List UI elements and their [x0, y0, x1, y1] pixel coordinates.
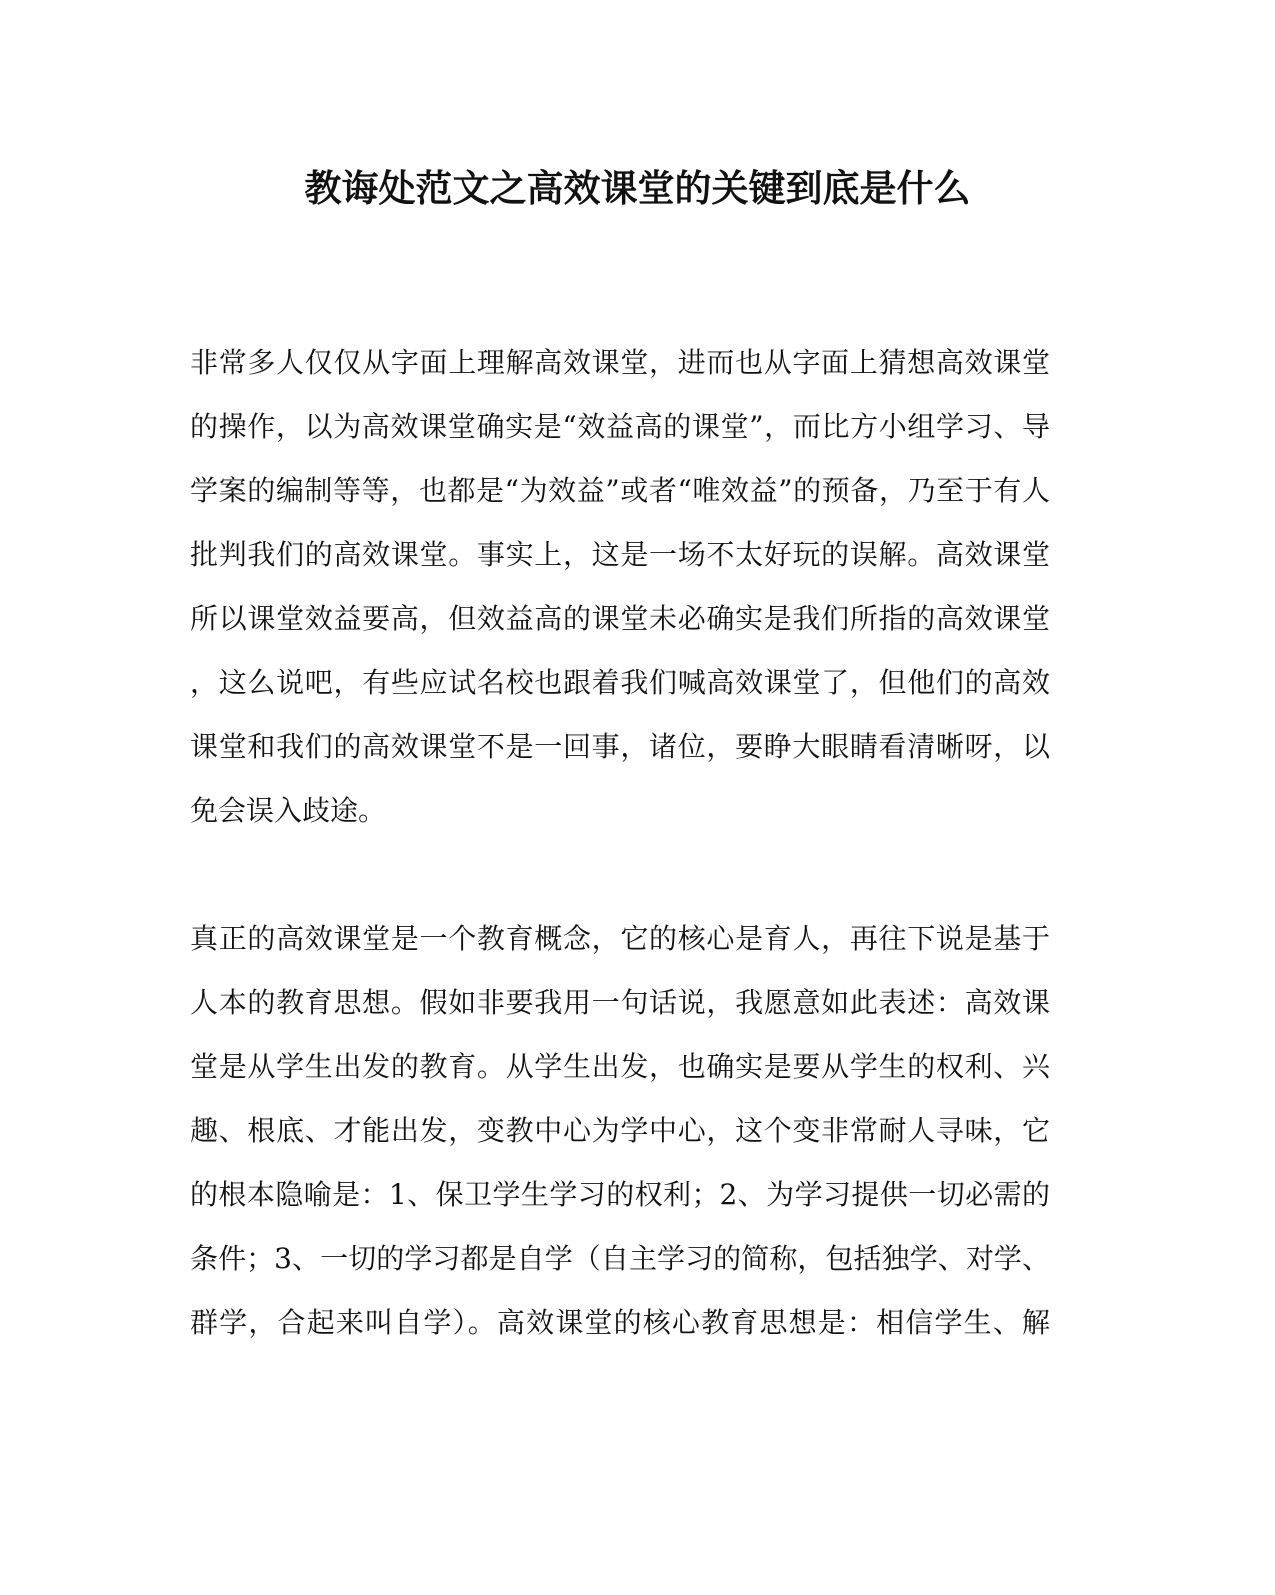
document-title: 教诲处范文之高效课堂的关键到底是什么 — [304, 166, 971, 210]
paragraph-line: 真正的高效课堂是一个教育概念，它的核心是育人，再往下说是基于 — [190, 922, 1050, 955]
paragraph-1 — [190, 331, 1050, 843]
paragraph-line: 学案的编制等等，也都是“为效益”或者“唯效益”的预备，乃至于有人 — [190, 474, 1050, 507]
paragraph-line: 条件；3、一切的学习都是自学（自主学习的简称，包括独学、对学、 — [190, 1242, 1050, 1275]
paragraph-2 — [190, 907, 1050, 1355]
paragraph-line: 课堂和我们的高效课堂不是一回事，诸位，要睁大眼睛看清晰呀，以 — [190, 730, 1050, 763]
paragraph-line: 非常多人仅仅从字面上理解高效课堂，进而也从字面上猜想高效课堂 — [190, 346, 1050, 379]
paragraph-line: 趣、根底、才能出发，变教中心为学中心，这个变非常耐人寻味，它 — [190, 1114, 1050, 1147]
paragraph-line: 堂是从学生出发的教育。从学生出发，也确实是要从学生的权利、兴 — [190, 1050, 1050, 1083]
paragraph-line: 所以课堂效益要高，但效益高的课堂未必确实是我们所指的高效课堂 — [190, 602, 1050, 635]
paragraph-line: 人本的教育思想。假如非要我用一句话说，我愿意如此表述：高效课 — [190, 986, 1050, 1019]
paragraph-line: 批判我们的高效课堂。事实上，这是一场不太好玩的误解。高效课堂 — [190, 538, 1050, 571]
paragraph-line: 的根本隐喻是：1、保卫学生学习的权利；2、为学习提供一切必需的 — [190, 1178, 1050, 1211]
paragraph-line: 群学，合起来叫自学）。高效课堂的核心教育思想是：相信学生、解 — [190, 1306, 1050, 1339]
paragraph-line: 免会误入歧途。 — [190, 794, 387, 827]
paragraph-line: 的操作，以为高效课堂确实是“效益高的课堂”，而比方小组学习、导 — [190, 410, 1050, 443]
paragraph-line: ，这么说吧，有些应试名校也跟着我们喊高效课堂了，但他们的高效 — [190, 666, 1050, 699]
